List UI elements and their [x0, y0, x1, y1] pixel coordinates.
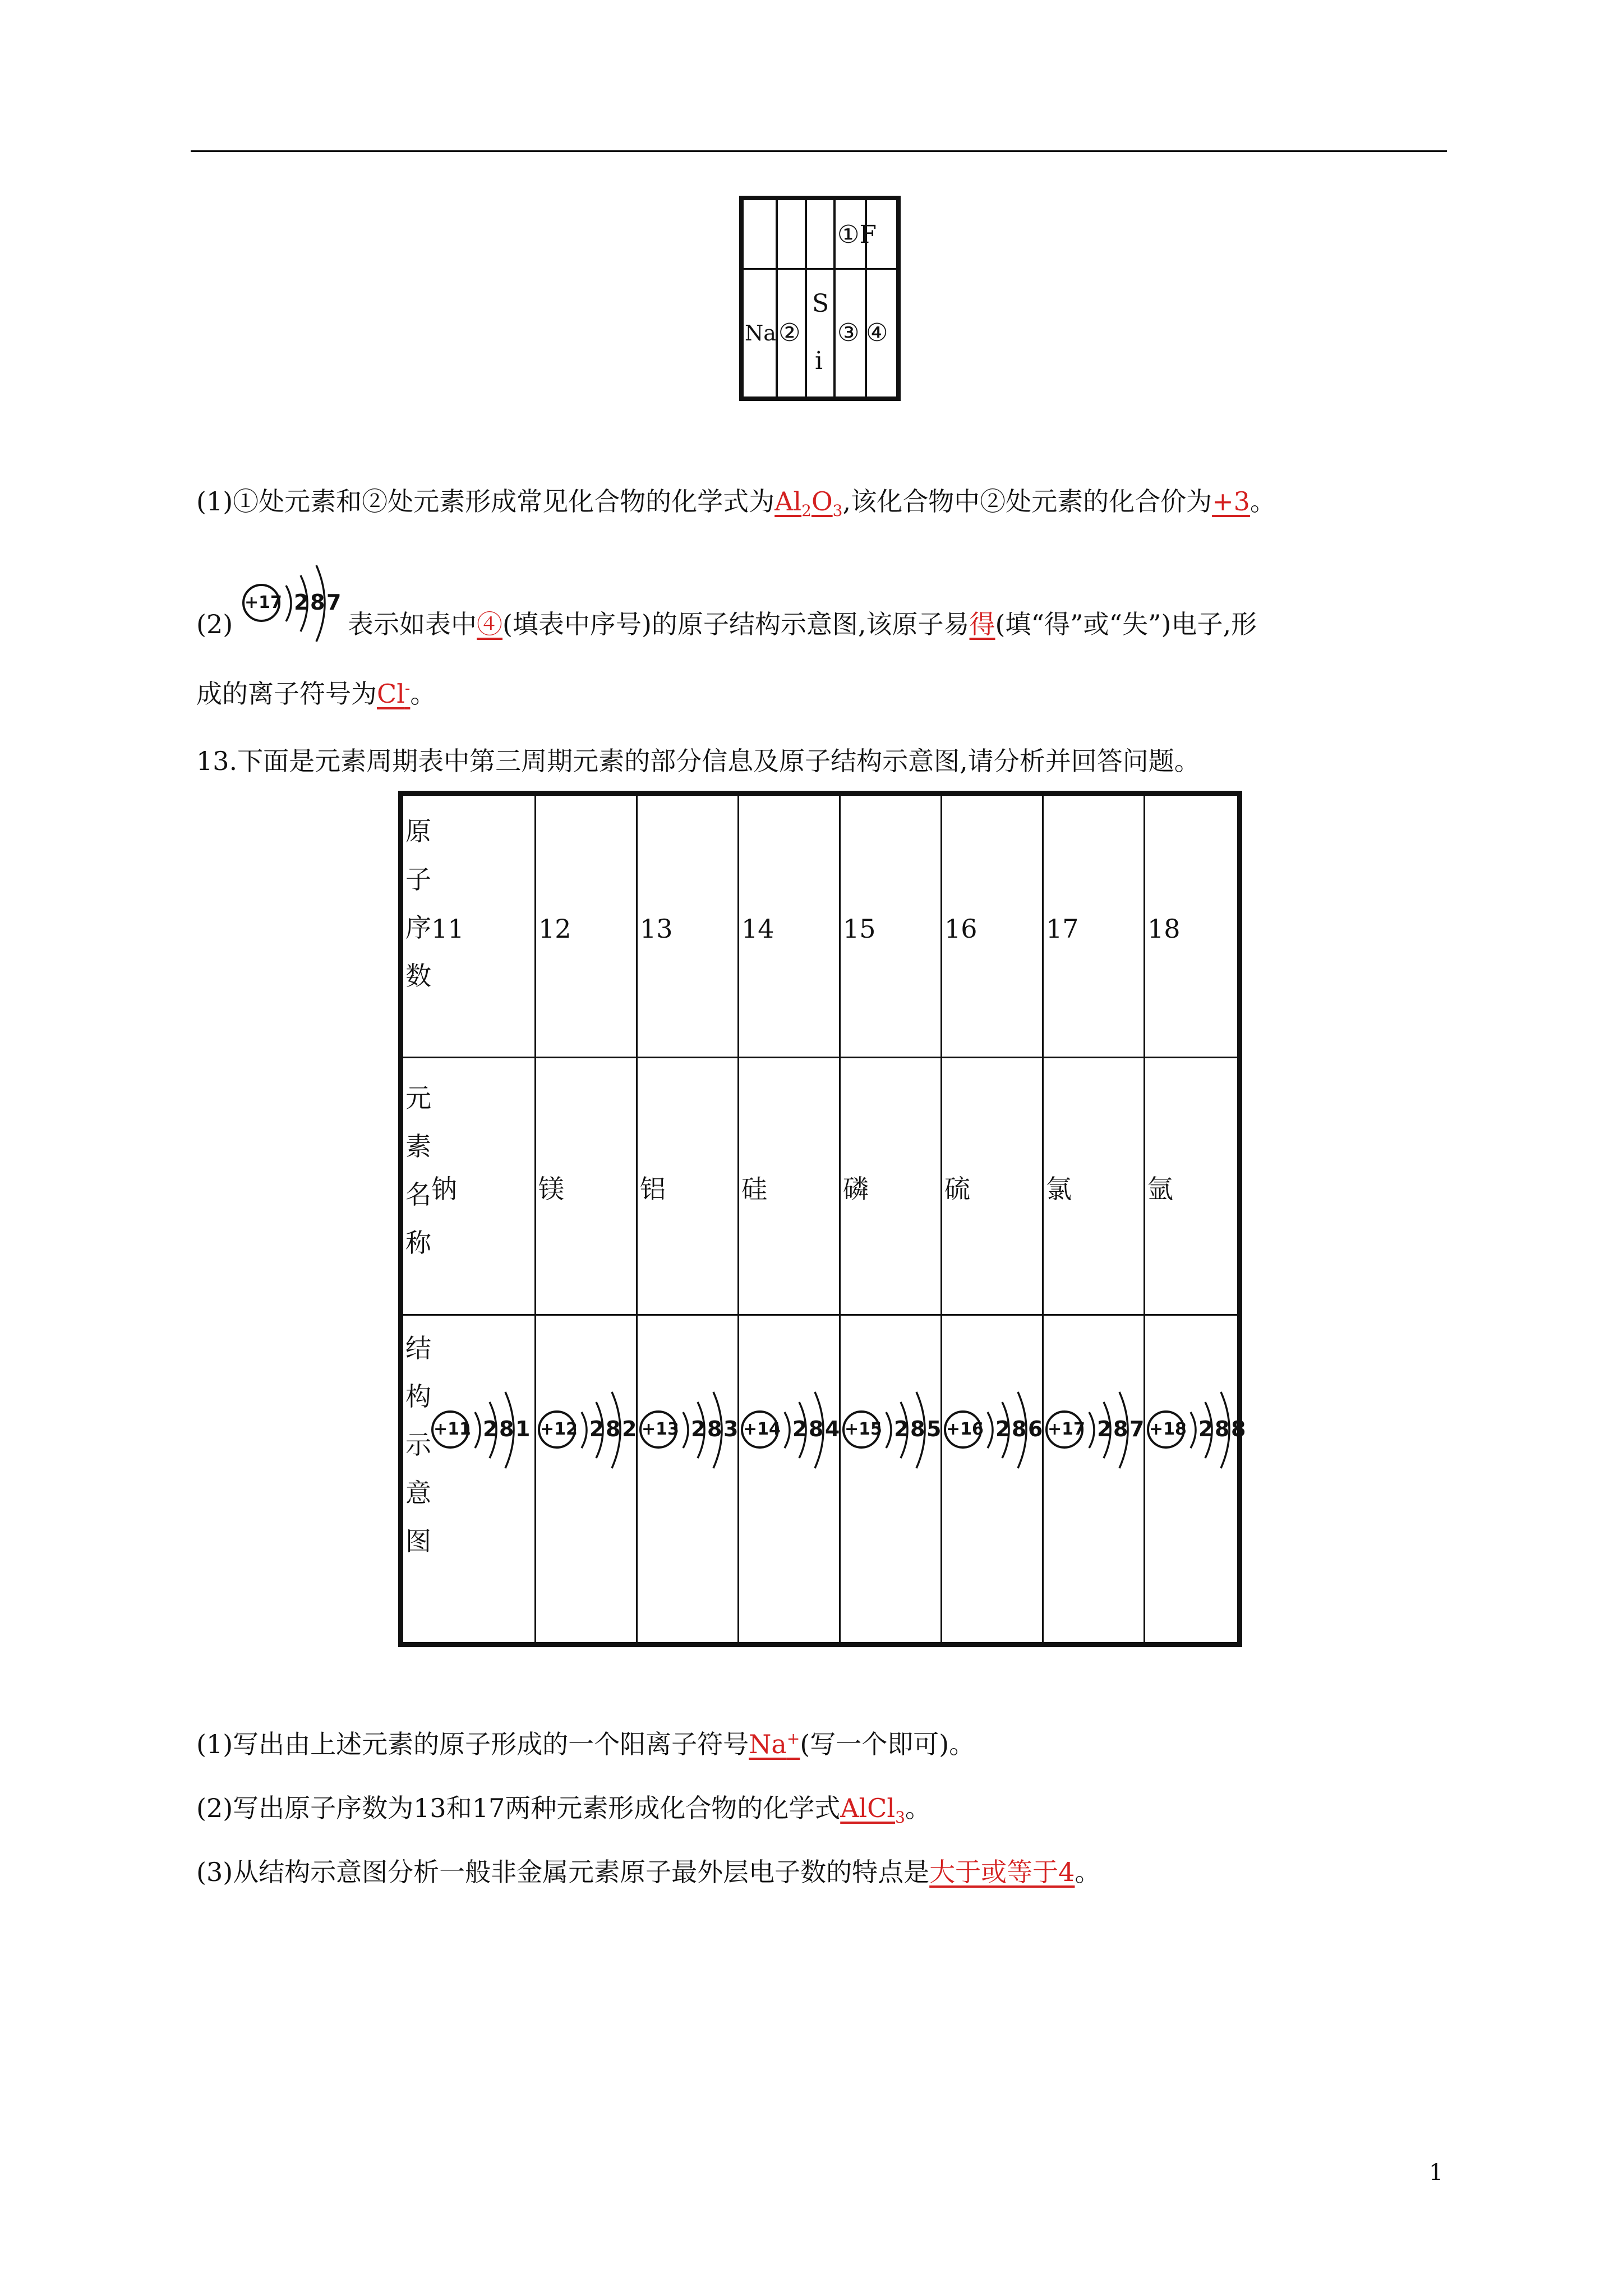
name-cell: 镁: [538, 1174, 564, 1204]
header-number-ch4: 数: [405, 961, 431, 991]
name-cell: 硫: [944, 1174, 970, 1204]
atom-diagram: +12 2 8 2: [538, 1380, 636, 1478]
header-rule: [191, 150, 1447, 152]
header-structure-ch2: 构: [405, 1381, 431, 1412]
header-number-ch3: 序: [405, 912, 431, 943]
atom-diagram: +14 2 8 4: [741, 1380, 839, 1478]
header-number-ch1: 原: [405, 816, 431, 846]
atom-diagram: +16 2 8 6: [944, 1380, 1042, 1478]
cell-3: ③: [837, 319, 860, 347]
q12-part1: (1)①处元素和②处元素形成常见化合物的化学式为$Al_2O_3$,该化合物中②处元素的化合价为+3。: [196, 486, 1276, 520]
cell-1-f: ①F: [837, 220, 877, 249]
name-cell: 氩: [1147, 1174, 1173, 1204]
name-cell: 磷: [843, 1174, 869, 1204]
cell-na: Na: [745, 321, 776, 345]
cell-si-i: i: [815, 347, 823, 375]
q13-question3: (3)从结构示意图分析一般非金属元素原子最外层电子数的特点是大于或等于4。: [196, 1857, 1101, 1887]
name-cell: 氯: [1046, 1174, 1072, 1204]
number-cell: 17: [1046, 914, 1079, 944]
q13-question1: (1)写出由上述元素的原子形成的一个阳离子符号Na+(写一个即可)。: [196, 1729, 975, 1759]
name-cell: 钠: [431, 1174, 457, 1204]
page-number: 1: [1429, 2160, 1444, 2186]
number-cell: 12: [538, 914, 571, 944]
answer-valence: +3: [1212, 486, 1250, 517]
atom-diagram-chlorine: +17 2 8 7: [242, 553, 354, 651]
periodic-table-fragment: [739, 196, 901, 401]
number-cell: 11: [431, 914, 464, 944]
q12-part2-cont: 成的离子符号为Cl-。: [196, 679, 436, 709]
header-name-ch3: 名: [405, 1179, 431, 1210]
answer-alcl3: AlCl$_3$: [840, 1793, 905, 1827]
header-structure-ch3: 示: [405, 1430, 431, 1460]
header-name-ch1: 元: [405, 1083, 431, 1113]
atom-diagram: +15 2 8 5: [842, 1380, 940, 1478]
q12-part2: 表示如表中④(填表中序号)的原子结构示意图,该原子易得(填“得”或“失”)电子,形: [348, 609, 1257, 639]
answer-al2o3: $Al_2O_3$: [774, 486, 843, 520]
atom-diagram: +11 2 8 1: [431, 1380, 529, 1478]
header-number-ch2: 子: [405, 864, 431, 895]
header-structure-ch1: 结: [405, 1333, 431, 1363]
header-structure-ch4: 意: [405, 1478, 431, 1508]
q13-question2: (2)写出原子序数为13和17两种元素形成化合物的化学式AlCl$_3$。: [196, 1793, 931, 1827]
name-cell: 铝: [640, 1174, 666, 1204]
q13-intro: 13.下面是元素周期表中第三周期元素的部分信息及原子结构示意图,请分析并回答问题。: [196, 746, 1200, 776]
answer-cation: Na+: [749, 1729, 800, 1759]
atom-diagram: +13 2 8 3: [639, 1380, 737, 1478]
third-period-table: [398, 791, 1246, 1647]
number-cell: 15: [843, 914, 876, 944]
cell-4: ④: [866, 319, 888, 347]
atom-diagram: +18 2 8 8: [1147, 1380, 1237, 1478]
number-cell: 14: [741, 914, 774, 944]
atom-diagram: +17 2 8 7: [1045, 1380, 1144, 1478]
number-cell: 13: [640, 914, 673, 944]
cell-2: ②: [778, 319, 801, 347]
answer-cl-ion: Cl-: [377, 679, 411, 709]
header-name-ch4: 称: [405, 1228, 431, 1258]
answer-position: ④: [477, 609, 502, 639]
number-cell: 18: [1147, 914, 1181, 944]
answer-outer-electrons: 大于或等于4: [929, 1857, 1075, 1887]
number-cell: 16: [944, 914, 978, 944]
q12-part2-label: (2): [196, 609, 233, 639]
name-cell: 硅: [741, 1174, 767, 1204]
header-name-ch2: 素: [405, 1131, 431, 1161]
answer-gain: 得: [969, 609, 995, 639]
cell-si-s: S: [812, 289, 829, 318]
header-structure-ch5: 图: [405, 1526, 431, 1556]
